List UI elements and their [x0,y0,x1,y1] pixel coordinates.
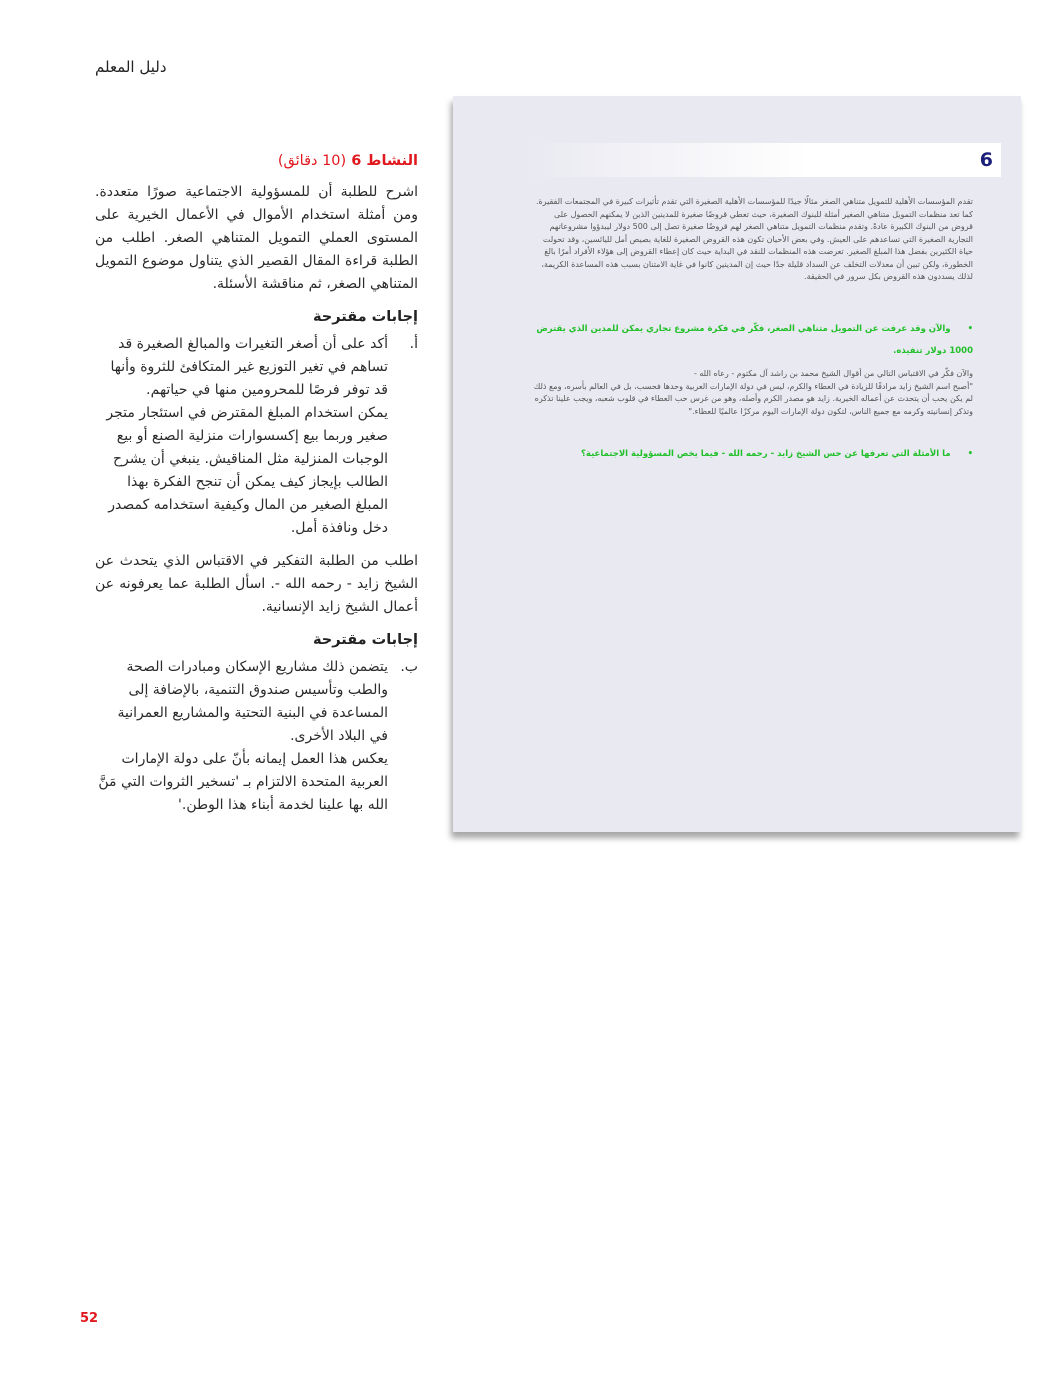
student-page-number: 6 [979,149,993,171]
teacher-guide-column [95,150,418,817]
page-number: 52 [80,1311,99,1326]
header-title: دليل المعلم [95,58,167,76]
answer-a-paragraph: أكد على أن أصغر التغيرات والمبالغ الصغيرة قد تساهم في تغير التوزيع غير المتكافئ للثروة وأنها قد توفر فرصًا للمحرومين منها في حياتهم. [110,336,388,398]
bullet-icon: • [967,449,973,459]
answer-a-paragraph: يمكن استخدام المبلغ المقترض في استئجار متجر صغير وربما بيع إكسسوارات منزلية الصنع أو بيع الوجبات المنزلية مثل المناقيش. ينبغي أن يشرح الطالب بإيجاز كيف يمكن أن تنجح الفكرة بهذا المبلغ الصغير من المال وكيفية استخدامه كمصدر دخل ونافذة أمل. [106,405,388,536]
activity-label: النشاط 6 [351,153,418,169]
quote-intro: والآن فكّر في الاقتباس التالي من أقوال الشيخ محمد بن راشد آل مكتوم - رعاه الله - [693,369,973,378]
activity-intro: اشرح للطلبة أن للمسؤولية الاجتماعية صورًا متعددة. ومن أمثلة استخدام الأموال في الأعمال الخيرية على المستوى العملي التمويل المتناهي الصغر. اطلب من الطلبة قراءة المقال القصير الذي يتناول موضوع التمويل المتناهي الصغر، ثم مناقشة الأسئلة. [95,184,418,292]
activity-title [95,150,418,173]
question-2-text: ما الأمثلة التي تعرفها عن حس الشيخ زايد - رحمه الله - فيما يخص المسؤولية الاجتماعية؟ [581,449,951,459]
student-page-panel [453,96,1021,832]
question-1-text: والآن وقد عرفت عن التمويل متناهي الصغر، فكّر في فكرة مشروع تجاري يمكن للمدين الذي يقترض 1000 دولار تنفيذه. [536,324,973,356]
activity-duration: (10 دقائق) [277,153,347,169]
answer-a-marker: أ. [409,336,418,352]
suggested-answers-heading: إجابات مقترحة [313,632,418,648]
suggested-answers-heading: إجابات مقترحة [313,309,418,325]
microfinance-article: تقدم المؤسسات الأهلية للتمويل متناهي الصغر مثالًا جيدًا للمؤسسات الأهلية الصغيرة التي تقدم تأثيرات كبيرة في المجتمعات الفقيرة. كما تعد منظمات التمويل متناهي الصغير أمثلة للبنوك الصغيرة، حيث تعطي قروضًا صغيرة للمدينين الذين لا يمكنهم الحصول على قروض من البنوك الكبيرة عادةً. وتقدم منظمات التمويل متناهي الصغر لهم قروضًا صغيرة تصل إلى 500 دولار ليبدؤوا مشروعاتهم التجارية الصغيرة التي تساعدهم على العيش. وفي بعض الأحيان تكون هذه القروض الصغيرة للغاية بصيص أمل لليائسين، وقد تحولت حياة الكثيرين بفضل هذا المبلغ الصغير. تعرضت هذه المنظمات للنقد في البداية حيث كان إعطاء القروض إلى هؤلاء الأفراد أمرًا بالغ الخطورة، ولكن تبين أن معدلات التخلف عن السداد قليلة جدًا حيث إن المدينين كانوا في غاية الامتنان بسبب هذه المساعدة الكريمة، لذلك يسددون هذه القروض بكل سرور في الحقيقة. [535,197,973,281]
question-1 [531,318,973,362]
answer-b-body [95,656,388,817]
bullet-icon: • [967,324,973,334]
student-page-header-band [523,143,1001,177]
question-2 [531,448,973,461]
answer-b-paragraph: يتضمن ذلك مشاريع الإسكان ومبادرات الصحة والطب وتأسيس صندوق التنمية، بالإضافة إلى المساعدة في البنية التحتية والمشاريع العمرانية في البلاد الأخرى. [117,659,388,744]
answer-a [95,333,418,540]
quote-text: "أصبح اسم الشيخ زايد مرادفًا للزيادة في العطاء والكرم، ليس في دولة الإمارات العربية وحدها فحسب، بل في العالم بأسره، ومع ذلك لم يكن يحب أن يتحدث عن أعماله الخيرية. زايد هو مصدر الكرم وأصله، وهو من غرس حب العطاء في قلوب شعبه، ويجب علينا تذكره وتذكر إنسانيته وكرمه مع جميع الناس، لتكون دولة الإمارات اليوم مركزًا عالميًا للعطاء." [533,381,973,416]
answer-b-paragraph: يعكس هذا العمل إيمانه بأنّ على دولة الإمارات العربية المتحدة الالتزام بـ 'تسخير الثروات التي مَنَّ الله بها علينا لخدمة أبناء هذا الوطن.' [98,751,388,813]
answer-a-body [95,333,388,540]
quote-instruction: اطلب من الطلبة التفكير في الاقتباس الذي يتحدث عن الشيخ زايد - رحمه الله -. اسأل الطلبة عما يعرفونه عن أعمال الشيخ زايد الإنسانية. [95,553,418,615]
answer-b-marker: ب. [400,659,418,675]
answer-b [95,656,418,817]
quote-block [531,368,973,418]
